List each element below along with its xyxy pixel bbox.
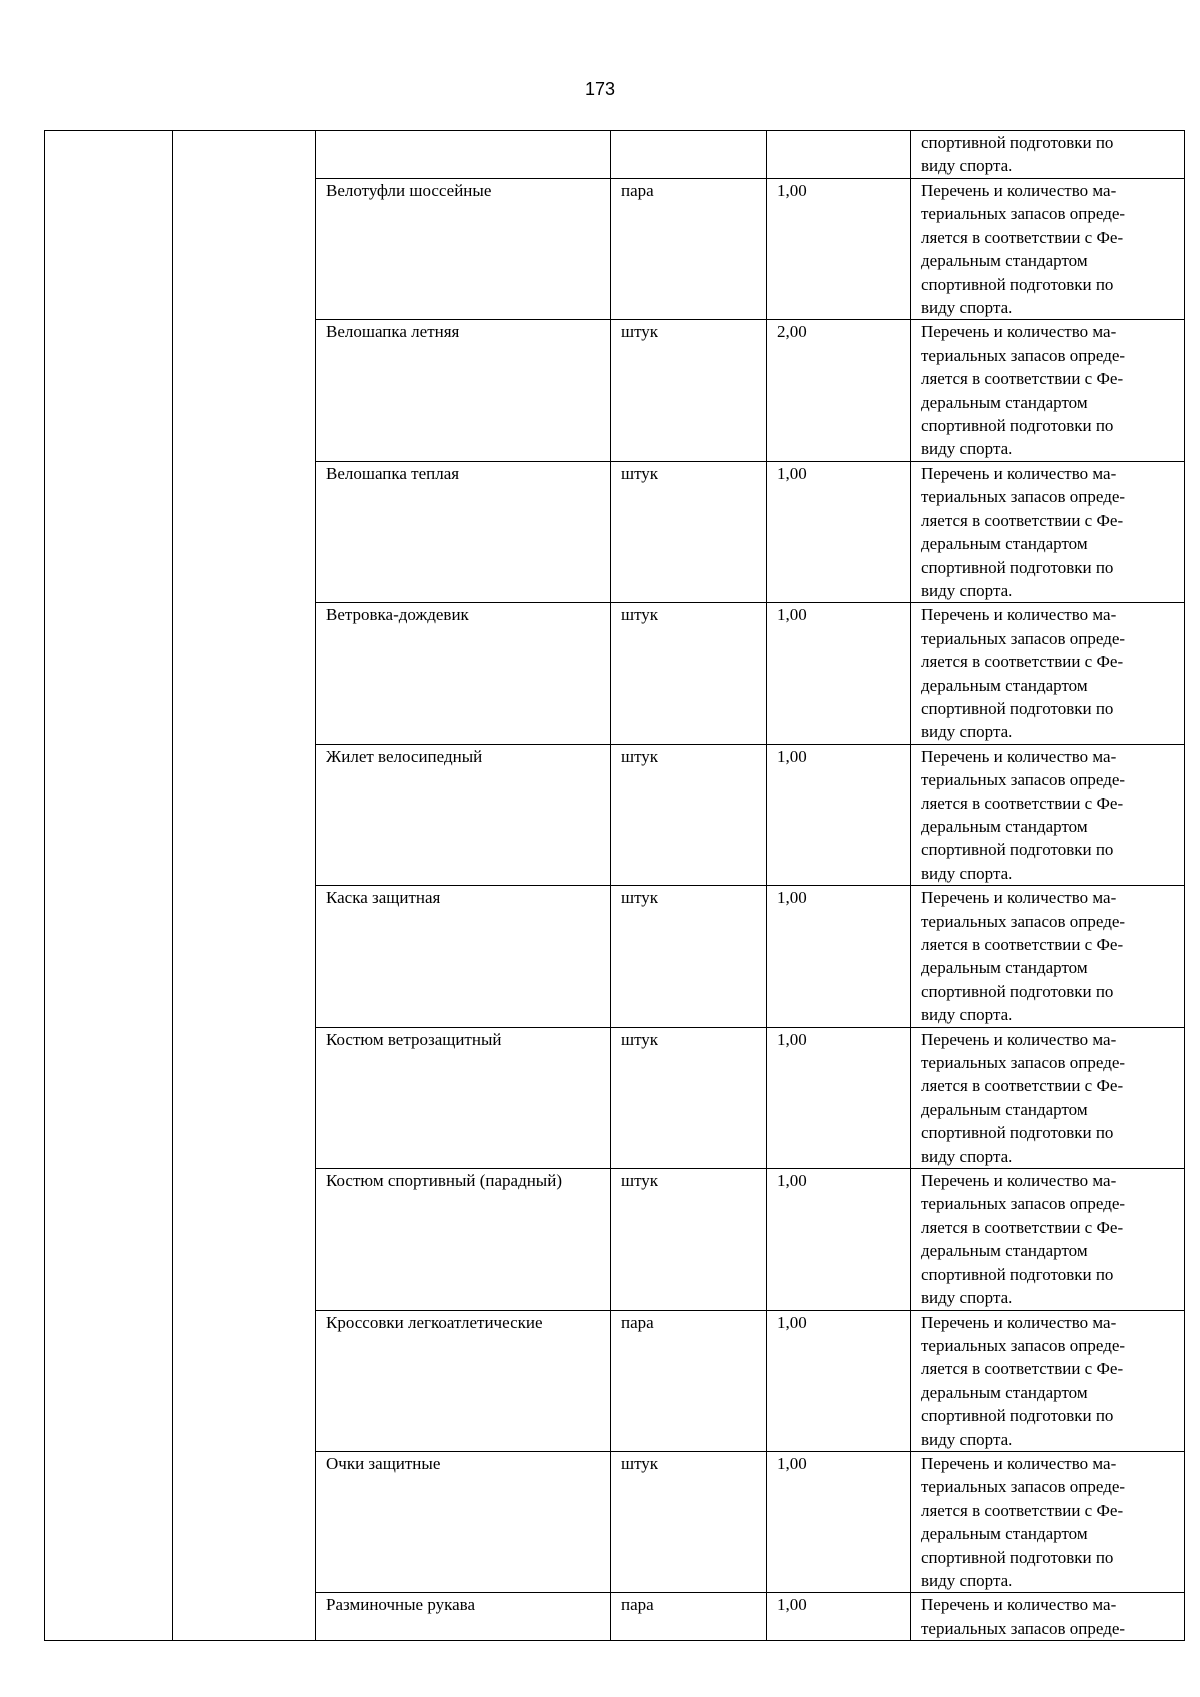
unit-cell: пара	[611, 179, 767, 320]
equipment-table	[44, 130, 1185, 1641]
note-cell: Перечень и количество ма- териальных запасов опреде- ляется в соответствии с Фе- деральным стандартом спортивной подготовки по виду спорта.	[911, 603, 1185, 744]
item-name-cell: Жилет велосипедный	[316, 744, 611, 885]
quantity-cell: 1,00	[767, 179, 911, 320]
quantity-cell: 1,00	[767, 1310, 911, 1451]
note-cell: спортивной подготовки по виду спорта.	[911, 131, 1185, 179]
unit-cell: пара	[611, 1310, 767, 1451]
item-name-cell: Костюм спортивный (парадный)	[316, 1169, 611, 1310]
unit-cell: штук	[611, 1027, 767, 1168]
unit-cell: пара	[611, 1593, 767, 1641]
quantity-cell: 1,00	[767, 1169, 911, 1310]
page-number: 173	[584, 79, 616, 99]
quantity-cell: 1,00	[767, 886, 911, 1027]
unit-cell: штук	[611, 1451, 767, 1592]
quantity-cell: 1,00	[767, 744, 911, 885]
item-name-cell: Велошапка теплая	[316, 461, 611, 602]
item-name-cell: Костюм ветрозащитный	[316, 1027, 611, 1168]
note-cell: Перечень и количество ма- териальных запасов опреде- ляется в соответствии с Фе- деральным стандартом спортивной подготовки по виду спорта.	[911, 744, 1185, 885]
unit-cell: штук	[611, 603, 767, 744]
note-cell: Перечень и количество ма- териальных запасов опреде- ляется в соответствии с Фе- деральным стандартом спортивной подготовки по виду спорта.	[911, 320, 1185, 461]
quantity-cell: 2,00	[767, 320, 911, 461]
quantity-cell: 1,00	[767, 1593, 911, 1641]
item-name-cell: Кроссовки легкоатлетические	[316, 1310, 611, 1451]
equipment-table-body	[45, 131, 1185, 1641]
quantity-cell	[767, 131, 911, 179]
quantity-cell: 1,00	[767, 461, 911, 602]
unit-cell	[611, 131, 767, 179]
quantity-cell: 1,00	[767, 603, 911, 744]
unit-cell: штук	[611, 461, 767, 602]
item-name-cell: Велотуфли шоссейные	[316, 179, 611, 320]
note-cell: Перечень и количество ма- териальных запасов опреде- ляется в соответствии с Фе- деральным стандартом спортивной подготовки по виду спорта.	[911, 1451, 1185, 1592]
unit-cell: штук	[611, 886, 767, 1027]
item-name-cell	[316, 131, 611, 179]
note-cell: Перечень и количество ма- териальных запасов опреде- ляется в соответствии с Фе- деральным стандартом спортивной подготовки по виду спорта.	[911, 886, 1185, 1027]
item-name-cell: Ветровка-дождевик	[316, 603, 611, 744]
quantity-cell: 1,00	[767, 1027, 911, 1168]
merged-cell-col-2	[173, 131, 316, 1641]
note-cell: Перечень и количество ма- териальных запасов опреде-	[911, 1593, 1185, 1641]
item-name-cell: Разминочные рукава	[316, 1593, 611, 1641]
note-cell: Перечень и количество ма- териальных запасов опреде- ляется в соответствии с Фе- деральным стандартом спортивной подготовки по виду спорта.	[911, 461, 1185, 602]
merged-cell-col-1	[45, 131, 173, 1641]
note-cell: Перечень и количество ма- териальных запасов опреде- ляется в соответствии с Фе- деральным стандартом спортивной подготовки по виду спорта.	[911, 1169, 1185, 1310]
note-cell: Перечень и количество ма- териальных запасов опреде- ляется в соответствии с Фе- деральным стандартом спортивной подготовки по виду спорта.	[911, 1027, 1185, 1168]
unit-cell: штук	[611, 1169, 767, 1310]
unit-cell: штук	[611, 320, 767, 461]
item-name-cell: Велошапка летняя	[316, 320, 611, 461]
quantity-cell: 1,00	[767, 1451, 911, 1592]
item-name-cell: Каска защитная	[316, 886, 611, 1027]
note-cell: Перечень и количество ма- териальных запасов опреде- ляется в соответствии с Фе- деральным стандартом спортивной подготовки по виду спорта.	[911, 179, 1185, 320]
note-cell: Перечень и количество ма- териальных запасов опреде- ляется в соответствии с Фе- деральным стандартом спортивной подготовки по виду спорта.	[911, 1310, 1185, 1451]
item-name-cell: Очки защитные	[316, 1451, 611, 1592]
table-row-continuation	[45, 131, 1185, 179]
unit-cell: штук	[611, 744, 767, 885]
